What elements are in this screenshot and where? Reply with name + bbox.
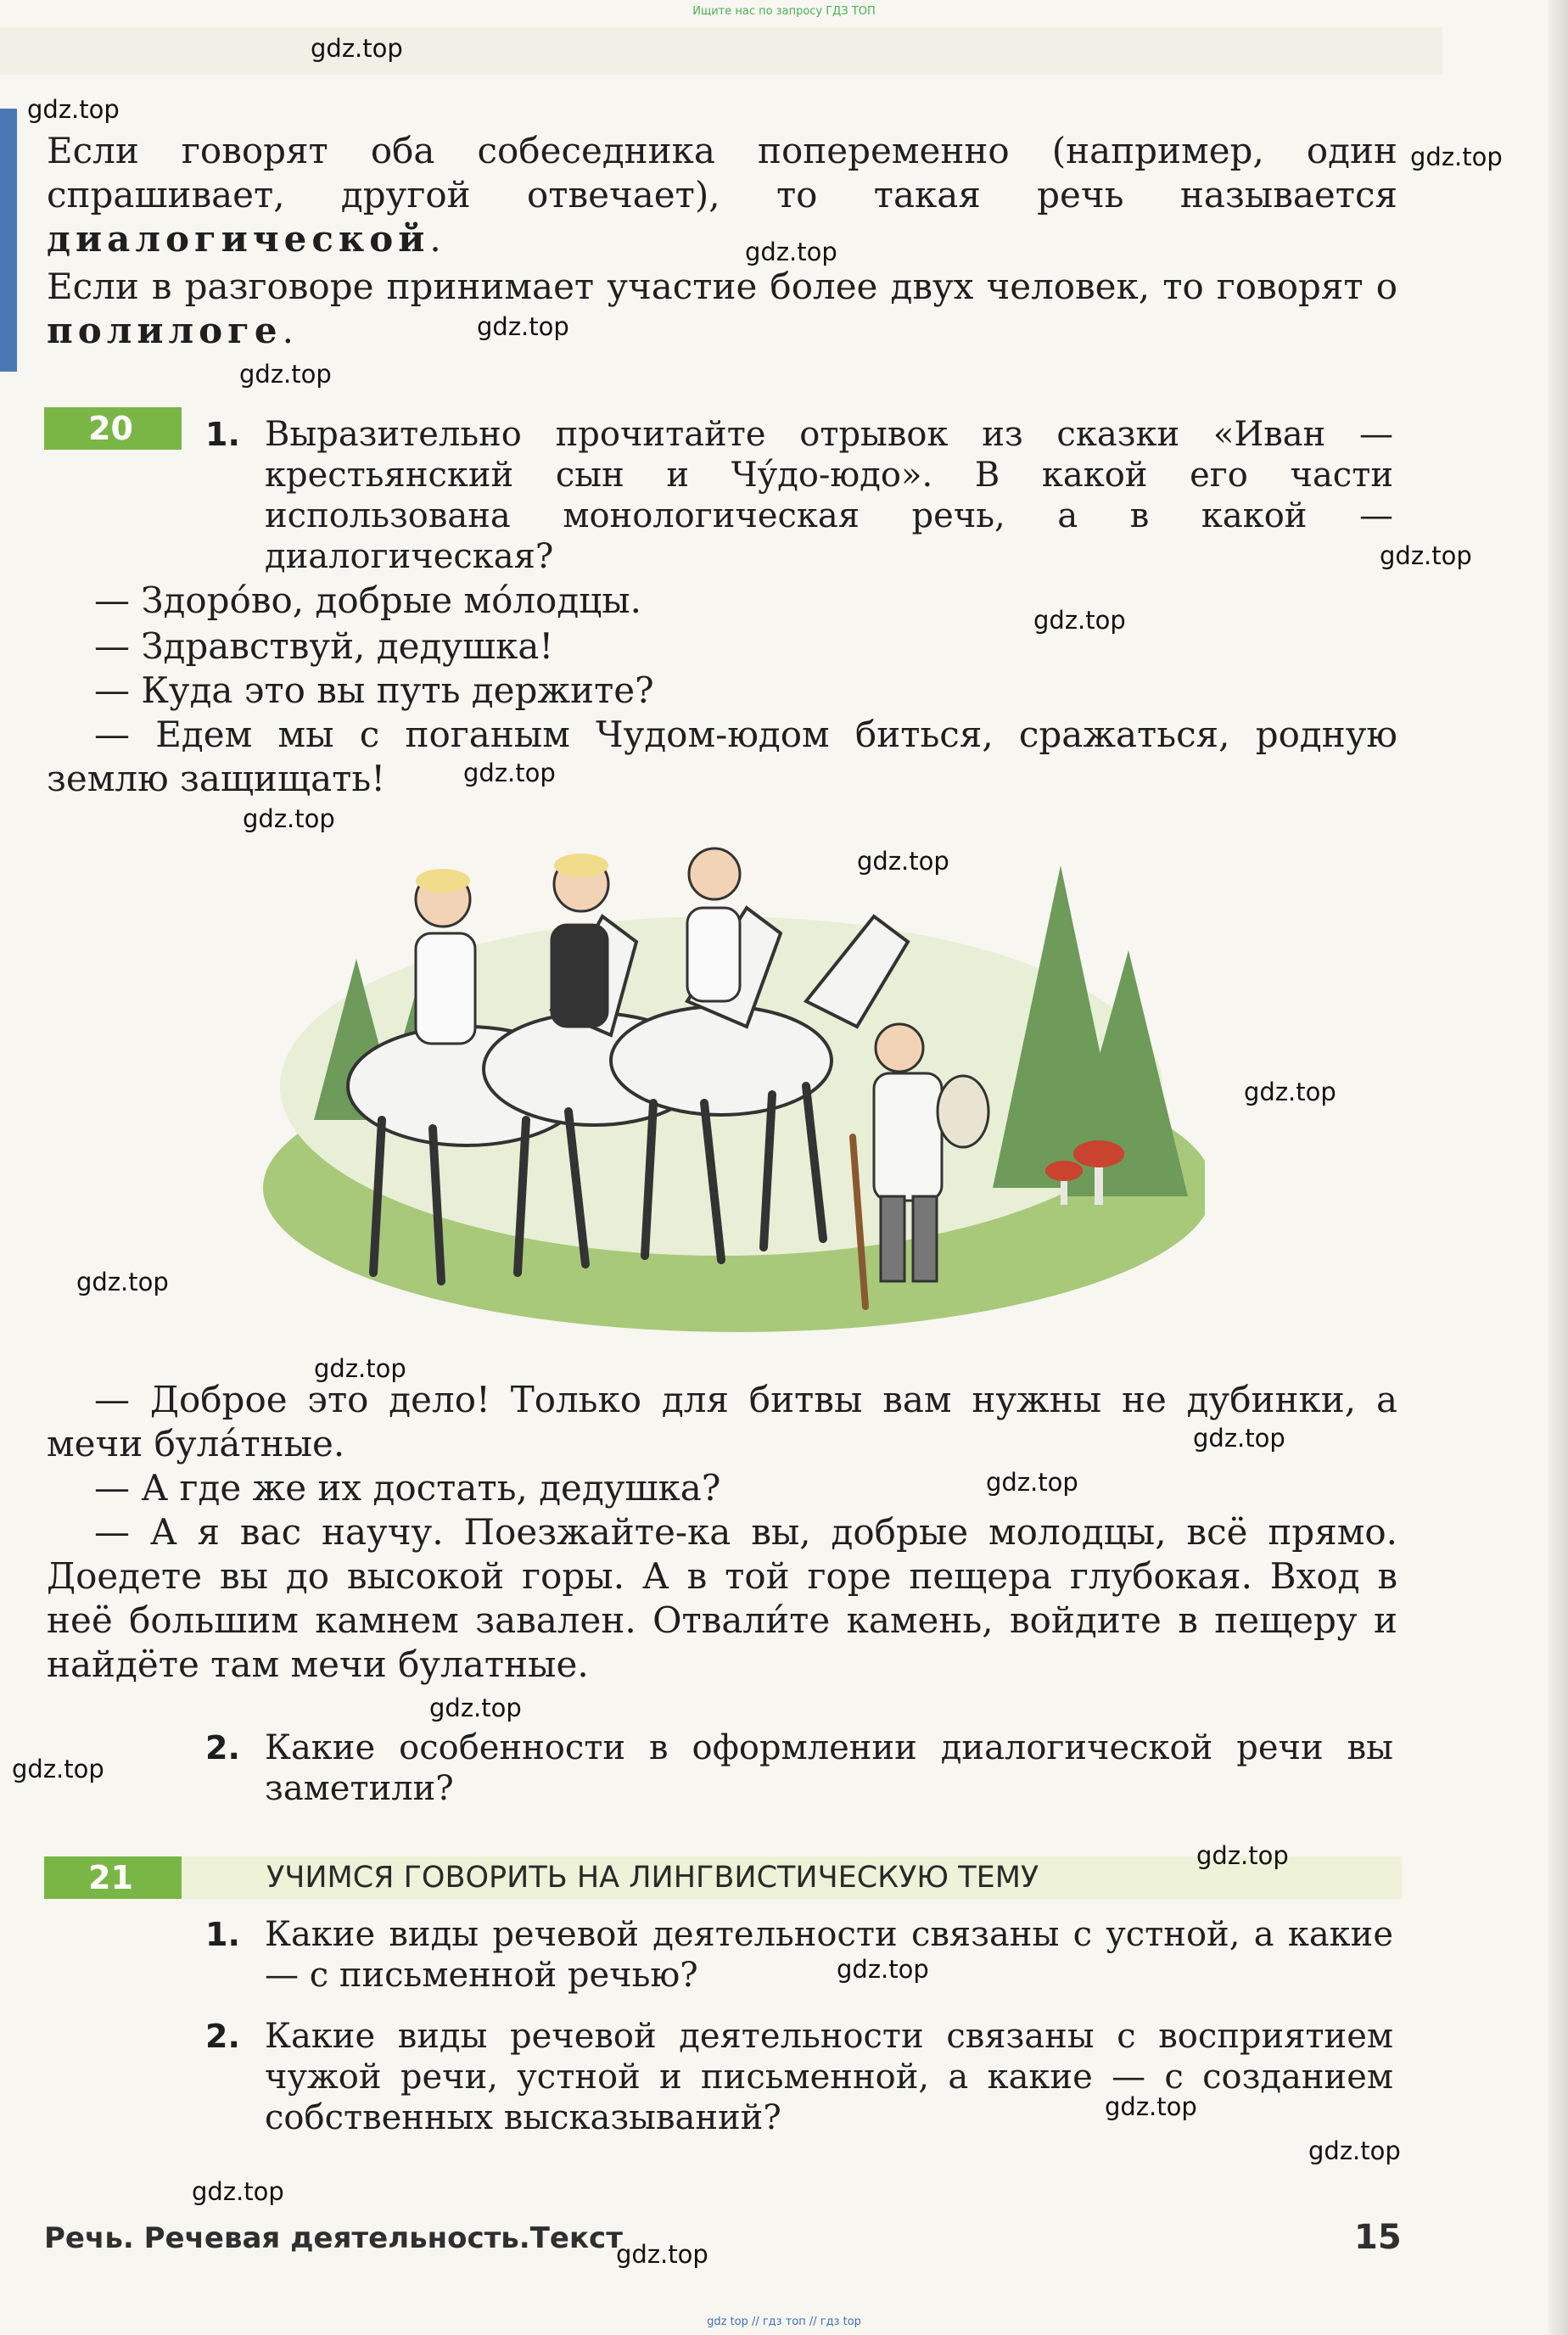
exercise21-task2 [205, 2016, 1393, 2143]
watermark: gdz.top [192, 2177, 284, 2206]
watermark: gdz.top [1410, 143, 1503, 171]
dialogue-line: — А я вас научу. Поезжайте-ка вы, добрые молодцы, всё прямо. Доедете вы до высокой горы. А в той горе пещера глубокая. Вход в неё большим камнем завален. Отвали́те камень, войдите в пещеру и найдёте там мечи булатные. [47, 1511, 1397, 1685]
watermark: gdz.top [477, 312, 569, 341]
watermark: gdz.top [616, 2240, 708, 2269]
exercise21-task1 [205, 1914, 1393, 1999]
watermark: gdz.top [837, 1955, 929, 1984]
exercise20-task2 [205, 1727, 1393, 1812]
watermark: gdz.top [429, 1694, 522, 1722]
footer-section-title: Речь. Речевая деятельность.Текст [44, 2221, 623, 2255]
watermark: gdz.top [1196, 1841, 1289, 1870]
task-number: 1. [205, 1916, 240, 1953]
rule-paragraph-polylogue: Если в разговоре принимает участие более двух человек, то говорят о полилоге. [47, 266, 1397, 351]
watermark: gdz.top [986, 1468, 1078, 1497]
task-text: Выразительно прочитайте отрывок из сказки «Иван — крестьянский сын и Чу́до-юдо». В какой его части использована монологическая речь, а в какой — диалогическая? [265, 415, 1393, 576]
watermark: gdz.top [1193, 1424, 1285, 1453]
term-polylogue: полилоге [47, 310, 283, 351]
watermark: gdz.top [76, 1268, 169, 1296]
watermark: gdz.top [745, 238, 837, 266]
watermark: gdz.top [463, 759, 556, 787]
task-text: Какие виды речевой деятельности связаны с устной, а какие — с письменной речью? [265, 1915, 1393, 1995]
fairy-tale-illustration [246, 832, 1205, 1341]
watermark: gdz.top [1308, 2136, 1401, 2165]
dialogue-line: — Куда это вы путь держите? [94, 669, 654, 711]
watermark: gdz.top [239, 360, 332, 389]
top-banner [0, 0, 1568, 24]
dialogue-line: — Доброе это дело! Только для битвы вам нужны не дубинки, а мечи була́тные. [47, 1379, 1397, 1464]
top-banner-text: Ищите нас по запросу ГДЗ ТОП [692, 5, 876, 18]
watermark: gdz.top [1105, 2092, 1197, 2121]
task-number: 2. [205, 2018, 240, 2055]
dialogue-line: — Здоро́во, добрые мо́лодцы. [94, 580, 641, 621]
watermark: gdz.top [1244, 1078, 1336, 1106]
watermark: gdz.top [311, 34, 403, 63]
exercise-number-badge: 21 [44, 1856, 182, 1899]
watermark: gdz.top [243, 804, 335, 833]
exercise-number-badge: 20 [44, 407, 182, 450]
watermark: gdz.top [857, 847, 949, 876]
watermark: gdz.top [1380, 541, 1472, 570]
bottom-banner-text: gdz top // гдз топ // гдз top [707, 2315, 861, 2328]
rule-paragraph-dialogue: Если говорят оба собеседника попеременно (например, один спрашивает, другой отвечает), то такая речь называется диалогической. [47, 130, 1397, 260]
exercise21-title: УЧИМСЯ ГОВОРИТЬ НА ЛИНГВИСТИЧЕСКУЮ ТЕМУ [266, 1861, 1039, 1895]
watermark: gdz.top [1033, 606, 1126, 635]
exercise20-task1 [205, 414, 1393, 576]
rule-marker-bar [0, 109, 17, 372]
dialogue-line: — Едем мы с поганым Чудом-юдом биться, сражаться, родную землю защищать! [47, 714, 1397, 799]
watermark: gdz.top [27, 95, 120, 124]
page-number: 15 [1354, 2218, 1402, 2257]
task-number: 1. [205, 416, 240, 453]
task-text: Какие виды речевой деятельности связаны с восприятием чужой речи, устной и письменной, а какие — с созданием собственных высказываний? [265, 2017, 1393, 2137]
task-number: 2. [205, 1729, 240, 1767]
task-text: Какие особенности в оформлении диалогической речи вы заметили? [265, 1728, 1393, 1808]
dialogue-line: — Здравствуй, дедушка! [94, 625, 554, 667]
watermark: gdz.top [314, 1354, 406, 1383]
dialogue-line: — А где же их достать, дедушка? [94, 1467, 721, 1509]
bottom-banner [0, 2310, 1568, 2335]
header-band [0, 27, 1442, 75]
page-edge [1548, 0, 1568, 2335]
term-dialogue: диалогической [47, 218, 430, 260]
watermark: gdz.top [12, 1755, 104, 1783]
